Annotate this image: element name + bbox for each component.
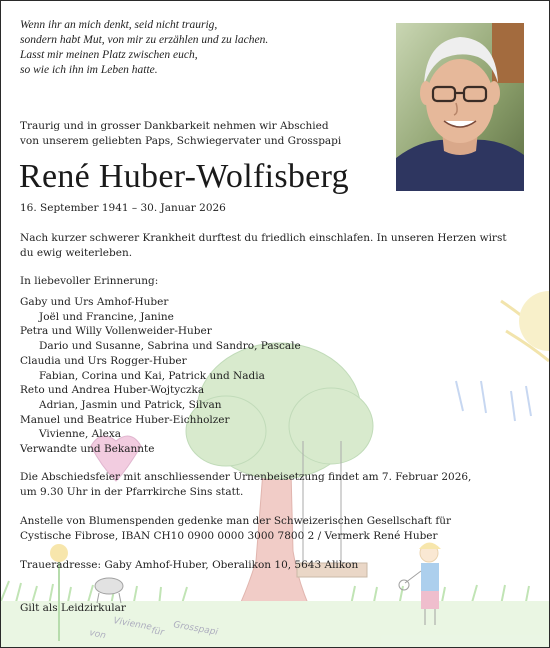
deceased-name: René Huber-Wolfisberg [19,158,349,195]
mourner-entry: Gaby und Urs Amhof-Huber [20,296,169,308]
mourner-entry: Fabian, Corina und Kai, Patrick und Nadia [39,369,265,382]
intro-text [20,119,341,149]
mourner-entry: Petra und Willy Vollenweider-Huber [20,325,212,338]
passing-line: du ewig weiterleben. [20,246,133,259]
intro-line: von unserem geliebten Paps, Schwiegervater und Grosspapi [20,135,342,147]
donation-line: Cystische Fibrose, IBAN CH10 0900 0000 3000 7800 2 / Vermerk René Huber [20,529,438,542]
mourner-entry: Vivienne, Alexa [39,428,122,441]
svg-text:von: von [88,628,107,642]
life-dates: 16. September 1941 – 30. Januar 2026 [20,202,226,214]
mourner-entry: Reto und Andrea Huber-Wojtyczka [20,384,205,397]
memory-heading: In liebevoller Erinnerung: [20,275,159,287]
service-info [20,470,471,499]
mourning-address: Traueradresse: Gaby Amhof-Huber, Oberalikon 10, 5643 Alikon [20,559,359,571]
svg-text:Grosspapi: Grosspapi [172,620,219,638]
memorial-poem [20,18,380,78]
poem-line: sondern habt Mut, von mir zu erzählen und zu lachen. [20,34,269,46]
mourner-entry: Adrian, Jasmin und Patrick, Silvan [39,398,222,411]
svg-text:Vivienne: Vivienne [112,616,153,633]
svg-text:für: für [150,626,165,639]
mourner-entry: Dario und Susanne, Sabrina und Sandro, Pascale [39,340,301,353]
mourner-entry: Claudia und Urs Rogger-Huber [20,354,187,367]
portrait-photo [396,23,524,191]
poem-line: Wenn ihr an mich denkt, seid nicht traurig, [20,19,218,31]
mourner-entry: Verwandte und Bekannte [20,443,155,456]
mourner-entry: Joël und Francine, Janine [39,310,174,323]
passing-line: Nach kurzer schwerer Krankheit durftest du friedlich einschlafen. In unseren Herzen wirst [20,232,507,244]
poem-line: Lasst mir meinen Platz zwischen euch, [20,49,198,61]
donation-info [20,514,451,543]
service-line: um 9.30 Uhr in der Pfarrkirche Sins statt. [20,485,244,498]
passing-text [20,231,507,260]
intro-line: Traurig und in grosser Dankbarkeit nehmen wir Abschied [20,120,329,132]
circular-note: Gilt als Leidzirkular [20,602,126,614]
service-line: Die Abschiedsfeier mit anschliessender Urnenbeisetzung findet am 7. Februar 2026, [20,471,472,483]
mourners-list [20,295,301,457]
poem-line: so wie ich ihn im Leben hatte. [20,64,158,76]
donation-line: Anstelle von Blumenspenden gedenke man der Schweizerischen Gesellschaft für [20,515,452,527]
mourner-entry: Manuel und Beatrice Huber-Eichholzer [20,413,230,426]
